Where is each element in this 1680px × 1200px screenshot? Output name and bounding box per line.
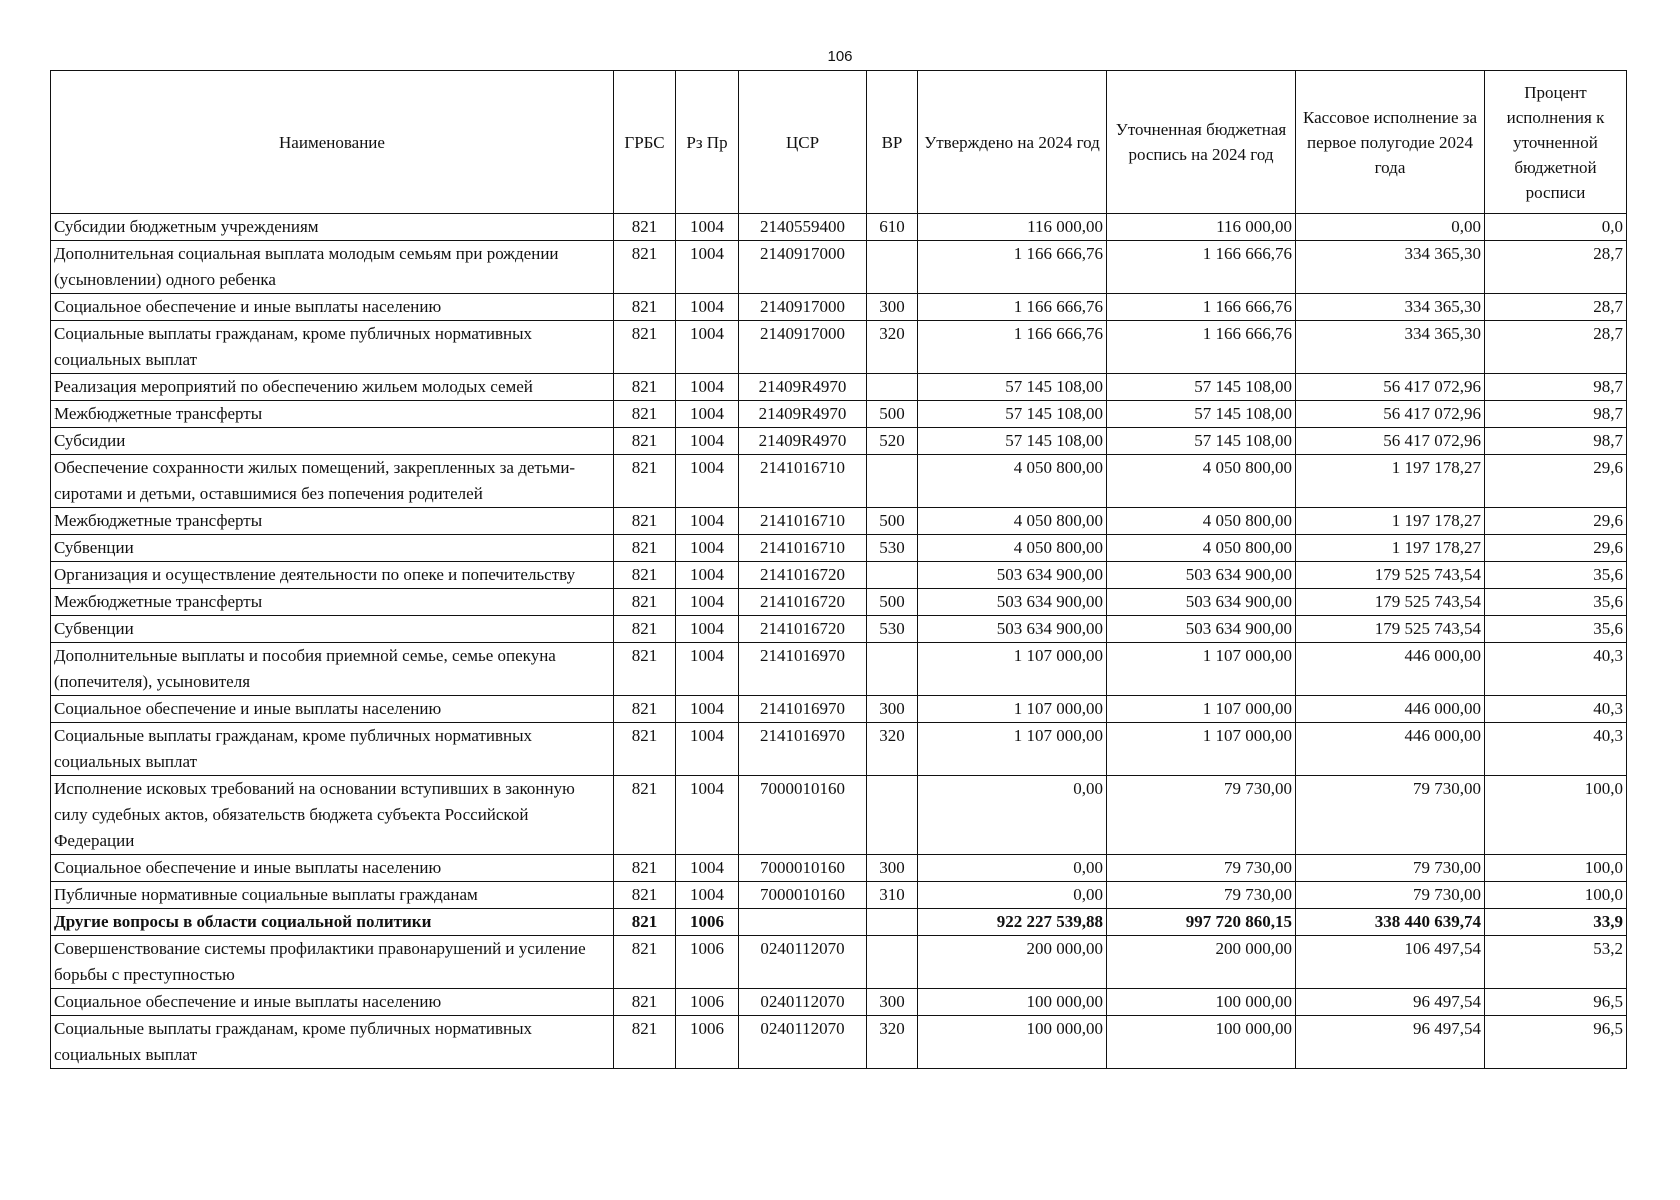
cell-cash: 179 525 743,54 xyxy=(1296,589,1485,616)
cell-approved: 1 107 000,00 xyxy=(918,723,1107,776)
cell-grbs: 821 xyxy=(614,374,676,401)
cell-refined: 1 107 000,00 xyxy=(1107,696,1296,723)
cell-csr: 2140917000 xyxy=(739,241,867,294)
cell-vr: 320 xyxy=(867,321,918,374)
cell-cash: 1 197 178,27 xyxy=(1296,535,1485,562)
cell-refined: 503 634 900,00 xyxy=(1107,589,1296,616)
cell-grbs: 821 xyxy=(614,589,676,616)
cell-refined: 100 000,00 xyxy=(1107,1016,1296,1069)
header-cash: Кассовое исполнение за первое полугодие 2024 года xyxy=(1296,71,1485,214)
cell-name: Субсидии бюджетным учреждениям xyxy=(51,214,614,241)
cell-vr: 300 xyxy=(867,696,918,723)
cell-refined: 4 050 800,00 xyxy=(1107,455,1296,508)
cell-percent: 28,7 xyxy=(1485,294,1627,321)
table-row xyxy=(51,508,1627,535)
cell-refined: 79 730,00 xyxy=(1107,882,1296,909)
cell-grbs: 821 xyxy=(614,616,676,643)
cell-grbs: 821 xyxy=(614,294,676,321)
cell-rzpr: 1004 xyxy=(676,723,739,776)
cell-vr xyxy=(867,936,918,989)
table-row xyxy=(51,936,1627,989)
cell-rzpr: 1006 xyxy=(676,1016,739,1069)
cell-cash: 179 525 743,54 xyxy=(1296,616,1485,643)
table-row xyxy=(51,428,1627,455)
cell-refined: 100 000,00 xyxy=(1107,989,1296,1016)
cell-csr: 2141016970 xyxy=(739,723,867,776)
cell-rzpr: 1006 xyxy=(676,989,739,1016)
cell-percent: 53,2 xyxy=(1485,936,1627,989)
table-header-row xyxy=(51,71,1627,214)
cell-csr xyxy=(739,909,867,936)
cell-rzpr: 1006 xyxy=(676,909,739,936)
cell-csr: 0240112070 xyxy=(739,936,867,989)
cell-vr: 310 xyxy=(867,882,918,909)
cell-vr: 320 xyxy=(867,723,918,776)
cell-approved: 4 050 800,00 xyxy=(918,455,1107,508)
cell-cash: 446 000,00 xyxy=(1296,643,1485,696)
cell-vr xyxy=(867,909,918,936)
cell-refined: 116 000,00 xyxy=(1107,214,1296,241)
cell-vr xyxy=(867,455,918,508)
cell-rzpr: 1004 xyxy=(676,374,739,401)
cell-grbs: 821 xyxy=(614,723,676,776)
cell-approved: 0,00 xyxy=(918,855,1107,882)
cell-csr: 0240112070 xyxy=(739,989,867,1016)
cell-vr: 610 xyxy=(867,214,918,241)
table-row xyxy=(51,723,1627,776)
cell-name: Совершенствование системы профилактики правонарушений и усиление борьбы с преступностью xyxy=(51,936,614,989)
cell-percent: 33,9 xyxy=(1485,909,1627,936)
table-row xyxy=(51,989,1627,1016)
cell-approved: 0,00 xyxy=(918,776,1107,855)
table-row xyxy=(51,1016,1627,1069)
cell-name: Межбюджетные трансферты xyxy=(51,508,614,535)
cell-refined: 4 050 800,00 xyxy=(1107,508,1296,535)
cell-grbs: 821 xyxy=(614,401,676,428)
cell-approved: 100 000,00 xyxy=(918,989,1107,1016)
cell-grbs: 821 xyxy=(614,562,676,589)
cell-percent: 98,7 xyxy=(1485,428,1627,455)
cell-vr: 500 xyxy=(867,401,918,428)
cell-csr: 2141016970 xyxy=(739,696,867,723)
cell-grbs: 821 xyxy=(614,214,676,241)
cell-refined: 57 145 108,00 xyxy=(1107,401,1296,428)
cell-csr: 2141016970 xyxy=(739,643,867,696)
cell-grbs: 821 xyxy=(614,535,676,562)
cell-cash: 56 417 072,96 xyxy=(1296,374,1485,401)
cell-csr: 2141016720 xyxy=(739,562,867,589)
table-row xyxy=(51,374,1627,401)
cell-grbs: 821 xyxy=(614,241,676,294)
cell-rzpr: 1004 xyxy=(676,294,739,321)
cell-rzpr: 1004 xyxy=(676,321,739,374)
cell-vr: 530 xyxy=(867,616,918,643)
cell-name: Субвенции xyxy=(51,535,614,562)
table-row xyxy=(51,616,1627,643)
cell-name: Социальные выплаты гражданам, кроме публичных нормативных социальных выплат xyxy=(51,723,614,776)
cell-cash: 79 730,00 xyxy=(1296,855,1485,882)
cell-cash: 56 417 072,96 xyxy=(1296,401,1485,428)
cell-percent: 29,6 xyxy=(1485,508,1627,535)
table-row xyxy=(51,776,1627,855)
cell-vr: 530 xyxy=(867,535,918,562)
table-row xyxy=(51,535,1627,562)
cell-percent: 100,0 xyxy=(1485,855,1627,882)
cell-name: Межбюджетные трансферты xyxy=(51,589,614,616)
cell-rzpr: 1004 xyxy=(676,535,739,562)
cell-grbs: 821 xyxy=(614,855,676,882)
cell-csr: 2141016720 xyxy=(739,589,867,616)
cell-vr: 320 xyxy=(867,1016,918,1069)
cell-refined: 1 166 666,76 xyxy=(1107,294,1296,321)
cell-cash: 56 417 072,96 xyxy=(1296,428,1485,455)
cell-refined: 1 107 000,00 xyxy=(1107,643,1296,696)
cell-percent: 29,6 xyxy=(1485,535,1627,562)
cell-rzpr: 1004 xyxy=(676,455,739,508)
cell-rzpr: 1004 xyxy=(676,401,739,428)
cell-approved: 1 166 666,76 xyxy=(918,294,1107,321)
cell-cash: 179 525 743,54 xyxy=(1296,562,1485,589)
cell-grbs: 821 xyxy=(614,776,676,855)
cell-csr: 2141016720 xyxy=(739,616,867,643)
cell-csr: 2141016710 xyxy=(739,508,867,535)
cell-percent: 96,5 xyxy=(1485,989,1627,1016)
cell-grbs: 821 xyxy=(614,989,676,1016)
cell-cash: 96 497,54 xyxy=(1296,1016,1485,1069)
cell-approved: 116 000,00 xyxy=(918,214,1107,241)
cell-name: Социальное обеспечение и иные выплаты населению xyxy=(51,696,614,723)
cell-rzpr: 1004 xyxy=(676,776,739,855)
cell-approved: 57 145 108,00 xyxy=(918,401,1107,428)
cell-percent: 35,6 xyxy=(1485,562,1627,589)
header-name: Наименование xyxy=(51,71,614,214)
cell-approved: 57 145 108,00 xyxy=(918,428,1107,455)
cell-cash: 446 000,00 xyxy=(1296,723,1485,776)
cell-rzpr: 1004 xyxy=(676,508,739,535)
cell-name: Субсидии xyxy=(51,428,614,455)
cell-approved: 1 107 000,00 xyxy=(918,643,1107,696)
table-row xyxy=(51,214,1627,241)
cell-name: Обеспечение сохранности жилых помещений, закрепленных за детьми-сиротами и детьми, оставшимися без попечения родителей xyxy=(51,455,614,508)
cell-approved: 1 166 666,76 xyxy=(918,241,1107,294)
cell-refined: 1 166 666,76 xyxy=(1107,321,1296,374)
cell-vr xyxy=(867,643,918,696)
cell-approved: 100 000,00 xyxy=(918,1016,1107,1069)
cell-percent: 35,6 xyxy=(1485,616,1627,643)
cell-csr: 21409R4970 xyxy=(739,428,867,455)
cell-rzpr: 1004 xyxy=(676,855,739,882)
table-row xyxy=(51,401,1627,428)
cell-csr: 2141016710 xyxy=(739,455,867,508)
cell-csr: 21409R4970 xyxy=(739,374,867,401)
table-row xyxy=(51,909,1627,936)
table-row xyxy=(51,455,1627,508)
table-row xyxy=(51,882,1627,909)
cell-percent: 98,7 xyxy=(1485,374,1627,401)
cell-rzpr: 1004 xyxy=(676,882,739,909)
page-number: 106 xyxy=(827,48,853,65)
cell-cash: 79 730,00 xyxy=(1296,776,1485,855)
cell-percent: 98,7 xyxy=(1485,401,1627,428)
cell-approved: 4 050 800,00 xyxy=(918,508,1107,535)
cell-approved: 922 227 539,88 xyxy=(918,909,1107,936)
budget-execution-table xyxy=(50,70,1627,1069)
cell-refined: 57 145 108,00 xyxy=(1107,428,1296,455)
cell-cash: 1 197 178,27 xyxy=(1296,455,1485,508)
table-row xyxy=(51,241,1627,294)
cell-rzpr: 1004 xyxy=(676,562,739,589)
table-row xyxy=(51,589,1627,616)
cell-cash: 1 197 178,27 xyxy=(1296,508,1485,535)
cell-cash: 334 365,30 xyxy=(1296,241,1485,294)
table-row xyxy=(51,855,1627,882)
cell-rzpr: 1004 xyxy=(676,696,739,723)
cell-grbs: 821 xyxy=(614,428,676,455)
cell-grbs: 821 xyxy=(614,455,676,508)
cell-csr: 2140917000 xyxy=(739,294,867,321)
cell-percent: 100,0 xyxy=(1485,882,1627,909)
cell-percent: 40,3 xyxy=(1485,643,1627,696)
table-body xyxy=(51,214,1627,1069)
table-row xyxy=(51,562,1627,589)
cell-name: Социальное обеспечение и иные выплаты населению xyxy=(51,855,614,882)
cell-rzpr: 1004 xyxy=(676,589,739,616)
cell-csr: 7000010160 xyxy=(739,882,867,909)
cell-vr: 520 xyxy=(867,428,918,455)
cell-approved: 1 107 000,00 xyxy=(918,696,1107,723)
cell-grbs: 821 xyxy=(614,1016,676,1069)
cell-name: Исполнение исковых требований на основании вступивших в законную силу судебных актов, обязательств бюджета субъекта Российской Федерации xyxy=(51,776,614,855)
cell-vr xyxy=(867,562,918,589)
cell-name: Социальное обеспечение и иные выплаты населению xyxy=(51,989,614,1016)
cell-cash: 334 365,30 xyxy=(1296,321,1485,374)
cell-cash: 334 365,30 xyxy=(1296,294,1485,321)
cell-percent: 0,0 xyxy=(1485,214,1627,241)
cell-vr: 300 xyxy=(867,989,918,1016)
cell-vr: 300 xyxy=(867,855,918,882)
cell-approved: 503 634 900,00 xyxy=(918,589,1107,616)
cell-rzpr: 1004 xyxy=(676,643,739,696)
cell-csr: 7000010160 xyxy=(739,855,867,882)
cell-name: Реализация мероприятий по обеспечению жильем молодых семей xyxy=(51,374,614,401)
cell-rzpr: 1004 xyxy=(676,616,739,643)
cell-name: Другие вопросы в области социальной политики xyxy=(51,909,614,936)
cell-name: Публичные нормативные социальные выплаты гражданам xyxy=(51,882,614,909)
cell-grbs: 821 xyxy=(614,643,676,696)
cell-cash: 79 730,00 xyxy=(1296,882,1485,909)
cell-percent: 28,7 xyxy=(1485,321,1627,374)
cell-rzpr: 1006 xyxy=(676,936,739,989)
header-percent: Процент исполнения к уточненной бюджетной росписи xyxy=(1485,71,1627,214)
cell-refined: 997 720 860,15 xyxy=(1107,909,1296,936)
cell-vr: 300 xyxy=(867,294,918,321)
cell-vr: 500 xyxy=(867,589,918,616)
cell-cash: 446 000,00 xyxy=(1296,696,1485,723)
cell-refined: 503 634 900,00 xyxy=(1107,616,1296,643)
cell-approved: 503 634 900,00 xyxy=(918,616,1107,643)
cell-refined: 503 634 900,00 xyxy=(1107,562,1296,589)
cell-name: Дополнительная социальная выплата молодым семьям при рождении (усыновлении) одного ребенка xyxy=(51,241,614,294)
cell-name: Дополнительные выплаты и пособия приемной семье, семье опекуна (попечителя), усыновителя xyxy=(51,643,614,696)
cell-csr: 2141016710 xyxy=(739,535,867,562)
cell-refined: 57 145 108,00 xyxy=(1107,374,1296,401)
header-approved: Утверждено на 2024 год xyxy=(918,71,1107,214)
header-grbs: ГРБС xyxy=(614,71,676,214)
cell-refined: 1 166 666,76 xyxy=(1107,241,1296,294)
header-vr: ВР xyxy=(867,71,918,214)
table-row xyxy=(51,643,1627,696)
cell-percent: 29,6 xyxy=(1485,455,1627,508)
cell-approved: 4 050 800,00 xyxy=(918,535,1107,562)
cell-approved: 200 000,00 xyxy=(918,936,1107,989)
cell-refined: 79 730,00 xyxy=(1107,776,1296,855)
header-refined: Уточненная бюджетная роспись на 2024 год xyxy=(1107,71,1296,214)
cell-percent: 100,0 xyxy=(1485,776,1627,855)
cell-vr xyxy=(867,776,918,855)
cell-csr: 7000010160 xyxy=(739,776,867,855)
cell-grbs: 821 xyxy=(614,321,676,374)
cell-percent: 40,3 xyxy=(1485,723,1627,776)
header-rzpr: Рз Пр xyxy=(676,71,739,214)
cell-rzpr: 1004 xyxy=(676,428,739,455)
cell-csr: 0240112070 xyxy=(739,1016,867,1069)
cell-name: Межбюджетные трансферты xyxy=(51,401,614,428)
cell-name: Социальные выплаты гражданам, кроме публичных нормативных социальных выплат xyxy=(51,1016,614,1069)
cell-vr xyxy=(867,241,918,294)
table-row xyxy=(51,696,1627,723)
cell-approved: 57 145 108,00 xyxy=(918,374,1107,401)
cell-approved: 0,00 xyxy=(918,882,1107,909)
cell-refined: 79 730,00 xyxy=(1107,855,1296,882)
cell-name: Социальное обеспечение и иные выплаты населению xyxy=(51,294,614,321)
cell-name: Социальные выплаты гражданам, кроме публичных нормативных социальных выплат xyxy=(51,321,614,374)
cell-refined: 200 000,00 xyxy=(1107,936,1296,989)
cell-csr: 2140917000 xyxy=(739,321,867,374)
header-csr: ЦСР xyxy=(739,71,867,214)
cell-cash: 96 497,54 xyxy=(1296,989,1485,1016)
cell-cash: 338 440 639,74 xyxy=(1296,909,1485,936)
cell-name: Субвенции xyxy=(51,616,614,643)
cell-approved: 1 166 666,76 xyxy=(918,321,1107,374)
cell-rzpr: 1004 xyxy=(676,214,739,241)
cell-grbs: 821 xyxy=(614,882,676,909)
cell-percent: 40,3 xyxy=(1485,696,1627,723)
cell-grbs: 821 xyxy=(614,508,676,535)
cell-csr: 21409R4970 xyxy=(739,401,867,428)
cell-approved: 503 634 900,00 xyxy=(918,562,1107,589)
cell-vr xyxy=(867,374,918,401)
cell-csr: 2140559400 xyxy=(739,214,867,241)
cell-grbs: 821 xyxy=(614,936,676,989)
cell-percent: 35,6 xyxy=(1485,589,1627,616)
cell-grbs: 821 xyxy=(614,909,676,936)
cell-grbs: 821 xyxy=(614,696,676,723)
cell-refined: 4 050 800,00 xyxy=(1107,535,1296,562)
cell-cash: 106 497,54 xyxy=(1296,936,1485,989)
cell-rzpr: 1004 xyxy=(676,241,739,294)
cell-percent: 96,5 xyxy=(1485,1016,1627,1069)
table-row xyxy=(51,321,1627,374)
cell-percent: 28,7 xyxy=(1485,241,1627,294)
cell-vr: 500 xyxy=(867,508,918,535)
cell-name: Организация и осуществление деятельности по опеке и попечительству xyxy=(51,562,614,589)
table-row xyxy=(51,294,1627,321)
cell-refined: 1 107 000,00 xyxy=(1107,723,1296,776)
cell-cash: 0,00 xyxy=(1296,214,1485,241)
